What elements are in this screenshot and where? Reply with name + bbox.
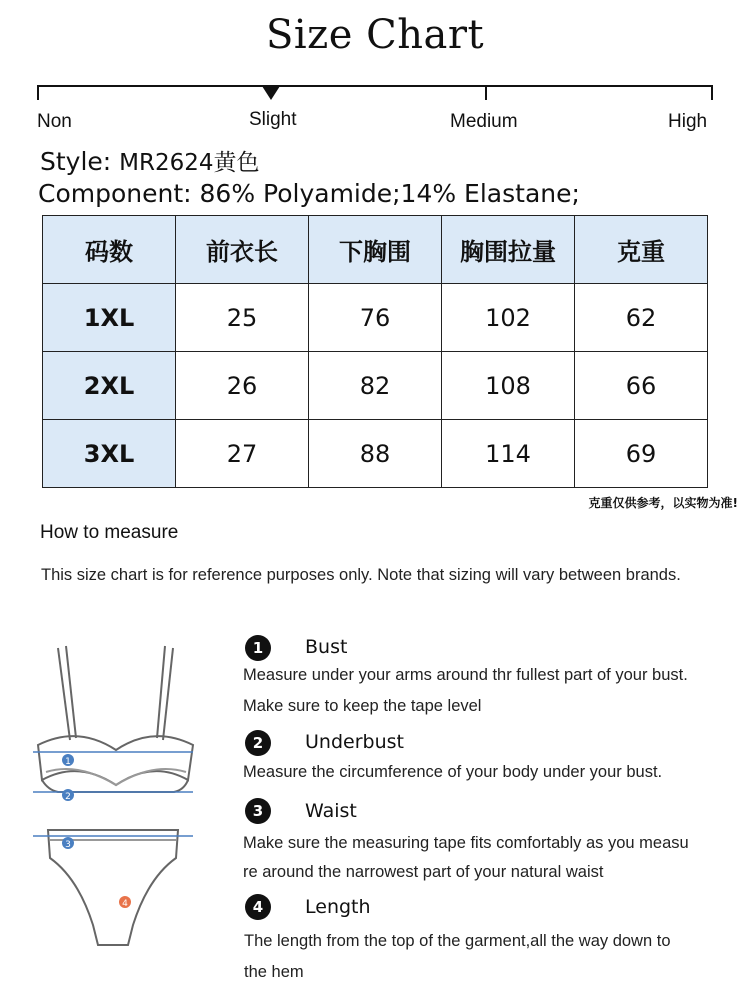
cell: 66 (575, 352, 708, 420)
scale-label-slight: Slight (249, 109, 297, 130)
style-label: Style: (40, 147, 112, 176)
cell: 62 (575, 284, 708, 352)
scale-label-non: Non (37, 111, 72, 132)
marker-bust (62, 754, 74, 767)
style-value: MR2624黄色 (119, 150, 260, 176)
cell-size: 1XL (43, 284, 176, 352)
scale-line (37, 85, 713, 87)
number-badge-4: 4 (245, 894, 271, 920)
scale-pointer-icon (262, 86, 280, 100)
table-header-row (43, 216, 708, 284)
measure-title-length: Length (305, 896, 371, 918)
measure-title-waist: Waist (305, 800, 357, 822)
header-size: 码数 (43, 216, 176, 284)
marker-length-label: 4 (122, 899, 128, 909)
cell: 102 (442, 284, 575, 352)
cell: 26 (176, 352, 309, 420)
cell: 82 (309, 352, 442, 420)
marker-underbust (62, 789, 74, 802)
cell: 76 (309, 284, 442, 352)
measure-desc-line: Measure under your arms around thr fullest part of your bust. (243, 666, 688, 684)
size-table (42, 215, 708, 488)
cell: 25 (176, 284, 309, 352)
marker-waist (62, 837, 74, 850)
cell: 27 (176, 420, 309, 488)
measure-desc-line: re around the narrowest part of your natural waist (243, 863, 604, 881)
weight-note: 克重仅供参考，以实物为准! (588, 496, 738, 510)
measure-desc-line: Make sure to keep the tape level (243, 697, 482, 715)
number-badge-3: 3 (245, 798, 271, 824)
measure-desc-line: the hem (244, 963, 304, 981)
how-to-measure-heading: How to measure (40, 522, 179, 543)
marker-underbust-label: 2 (65, 792, 71, 802)
cell: 88 (309, 420, 442, 488)
number-badge-2: 2 (245, 730, 271, 756)
table-row (43, 352, 708, 420)
measure-desc-line: The length from the top of the garment,all the way down to (244, 932, 671, 950)
scale-tick-medium (485, 85, 487, 100)
scale-tick-high (711, 85, 713, 100)
header-front-length: 前衣长 (176, 216, 309, 284)
measure-title-underbust: Underbust (305, 731, 404, 753)
header-bust-stretch: 胸围拉量 (442, 216, 575, 284)
header-weight: 克重 (575, 216, 708, 284)
page-title: Size Chart (265, 12, 485, 58)
marker-length (119, 896, 131, 909)
marker-waist-label: 3 (65, 840, 71, 850)
measure-desc-line: Measure the circumference of your body under your bust. (243, 763, 663, 781)
scale-tick-non (37, 85, 39, 100)
cell: 69 (575, 420, 708, 488)
scale-label-high: High (668, 111, 708, 132)
measure-title-bust: Bust (305, 636, 348, 658)
garment-diagram (28, 640, 198, 975)
table-row (43, 284, 708, 352)
cell-size: 3XL (43, 420, 176, 488)
cell: 108 (442, 352, 575, 420)
component-line: Component: 86% Polyamide;14% Elastane; (38, 179, 580, 208)
scale-label-medium: Medium (450, 111, 518, 132)
number-badge-1: 1 (245, 635, 271, 661)
marker-bust-label: 1 (65, 757, 71, 767)
table-row (43, 420, 708, 488)
cell: 114 (442, 420, 575, 488)
reference-note: This size chart is for reference purposes only. Note that sizing will vary between brands. (41, 566, 681, 584)
cell-size: 2XL (43, 352, 176, 420)
measure-desc-line: Make sure the measuring tape fits comfortably as you measu (243, 834, 689, 852)
header-underbust: 下胸围 (309, 216, 442, 284)
style-line (40, 144, 260, 177)
